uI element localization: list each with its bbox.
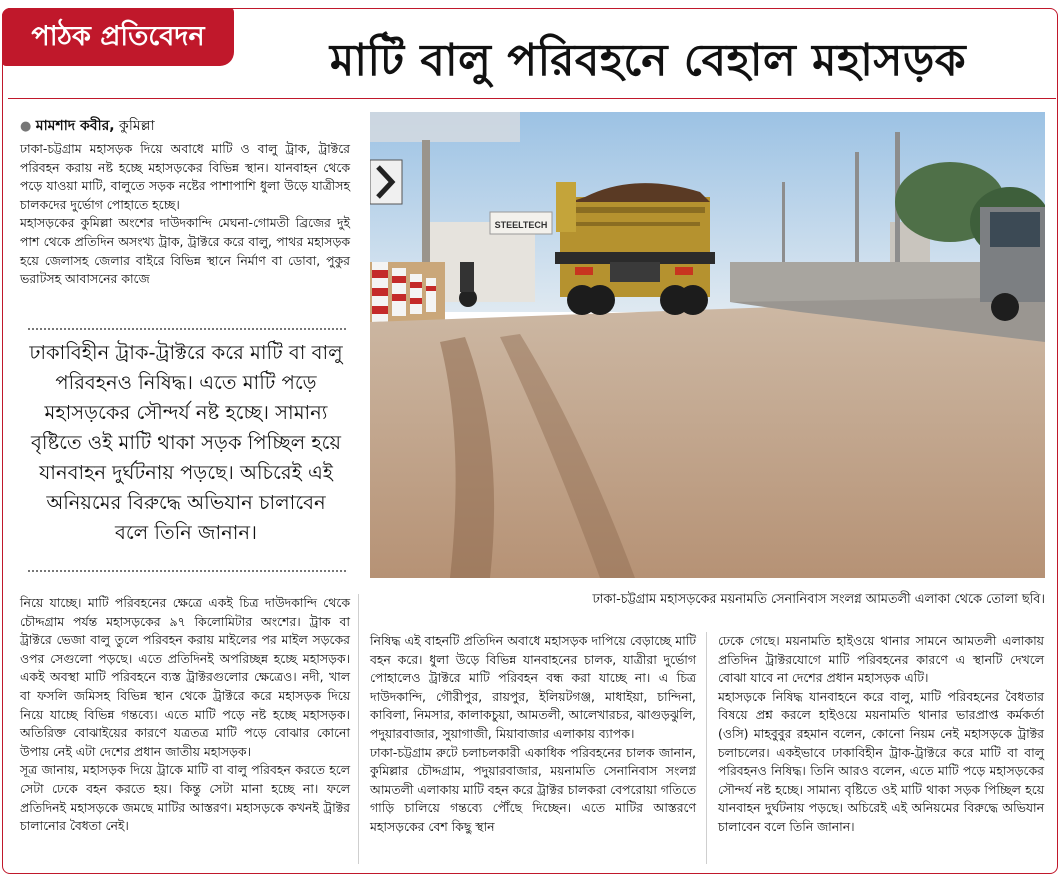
column-divider-2 [706, 632, 707, 864]
col3-paragraph-2: মহাসড়কে নিষিদ্ধ যানবাহনে করে বালু, মাটি পরিবহনের বৈধতার বিষয়ে প্রশ্ন করলে হাইওয়ে ময়নামতি থানার ভারপ্রাপ্ত কর্মকর্তা (ওসি) মাহবুবুর রহমান বলেন, কোনো নিয়ম নেই মহাসড়কে ট্রাক্টর চলাচলের। একইভাবে ঢাকাবিহীন ট্রাক-ট্রাক্টরে করে মাটি বা বালু পরিবহনও নিষিদ্ধ। তিনি আরও বলেন, এতে মাটি পড়ে মহাসড়কের সৌন্দর্য নষ্ট হচ্ছে। সামান্য বৃষ্টিতে ওই মাটি থাকা সড়ক পিচ্ছিল হয়ে যানবাহন দুর্ঘটনায় পড়ছে। অচিরেই এই অনিয়মের বিরুদ্ধে অভিযান চালাবেন বলে তিনি জানান। [718, 688, 1044, 834]
intro-paragraph-1: ঢাকা-চট্টগ্রাম মহাসড়ক দিয়ে অবাধে মাটি ও বালু ট্রাক, ট্রাক্টরে পরিবহন করায় নষ্ট হচ্ছে মহাসড়কের বিভিন্ন স্থান। যানবাহন থেকে পড়ে যাওয়া মাটি, বালুতে সড়ক নষ্টের পাশাপাশি ধুলা উড়ে যাত্রীসহ চালকদের দুর্ভোগ পোহাতে হচ্ছে। [20, 141, 350, 212]
col1-paragraph-2: সূত্র জানায়, মহাসড়ক দিয়ে ট্রাকে মাটি বা বালু পরিবহন করতে হলে সেটা ঢেকে বহন করতে হয়। কিন্তু সেটা মানা হচ্ছে না। ফলে প্রতিদিনই মহাসড়কে জমছে মাটির আস্তরণ। মহাসড়কে কখনই ট্রাক্টর চালানোর বৈধতা নেই। [20, 762, 350, 834]
body-column-1 [20, 594, 350, 836]
body-column-3 [718, 632, 1044, 837]
col2-paragraph-1: নিষিদ্ধ এই বাহনটি প্রতিদিন অবাধে মহাসড়ক দাপিয়ে বেড়াচ্ছে মাটি বহন করে। ধুলা উড়ে বিভিন্ন যানবাহনের চালক, যাত্রীরা দুর্ভোগ পোহালেও ট্রাক্টরে মাটি পরিবহন বন্ধ করা যাচ্ছে না। এ চিত্র দাউদকান্দি, গৌরীপুর, রায়পুর, ইলিয়টগঞ্জ, মাধাইয়া, চান্দিনা, কাবিলা, নিমসার, কালাকচুয়া, আমতলী, আলেখারচর, ঝাগুড়ঝুলি, পদুয়ারবাজার, সুয়াগাজী, মিয়াবাজার এলাকায় ব্যাপক। [370, 633, 696, 741]
news-photo [370, 112, 1045, 578]
col3-paragraph-1: ঢেকে গেছে। ময়নামতি হাইওয়ে থানার সামনে আমতলী এলাকায় প্রতিদিন ট্রাক্টরযোগে মাটি পরিবহনের কারণে এ স্থানটি দেখলে বোঝা যাবে না দেশের প্রধান মহাসড়ক এটি। [718, 633, 1044, 686]
header-divider [8, 98, 1056, 99]
byline [20, 114, 155, 138]
column-divider-1 [358, 594, 359, 864]
intro-paragraph-2: মহাসড়কের কুমিল্লা অংশের দাউদকান্দি মেঘনা-গোমতী ব্রিজের দুই পাশ থেকে প্রতিদিন অসংখ্য ট্রাক, ট্রাক্টরে করে বালু, পাথর মহাসড়ক হয়ে জেলাসহ জেলার বাইরে বিভিন্ন স্থানে নির্মাণ বা ডোবা, পুকুর ভরাটসহ আবাসনের কাজে [20, 215, 350, 287]
section-tag: পাঠক প্রতিবেদন [2, 8, 234, 66]
body-column-2 [370, 632, 696, 837]
quote-bottom-rule [28, 570, 346, 572]
photo-caption: ঢাকা-চট্টগ্রাম মহাসড়কের ময়নামতি সেনানিবাস সংলগ্ন আমতলী এলাকা থেকে তোলা ছবি। [592, 592, 1045, 607]
col2-paragraph-2: ঢাকা-চট্টগ্রাম রুটে চলাচলকারী একাধিক পরিবহনের চালক জানান, কুমিল্লার চৌদ্দগ্রাম, পদুয়ারবাজার, ময়নামতি সেনানিবাস সংলগ্ন আমতলী এলাকায় মাটি বহন করে ট্রাক্টর চালকরা বেপরোয়া গতিতে গাড়ি চালিয়ে গন্তব্যে পৌঁছে দিচ্ছেন। এতে মাটির আস্তরণে মহাসড়কের বেশ কিছু স্থান [370, 744, 696, 834]
intro-column [20, 140, 350, 289]
col1-paragraph-1: নিয়ে যাচ্ছে। মাটি পরিবহনের ক্ষেত্রে একই চিত্র দাউদকান্দি থেকে চৌদ্দগ্রাম পর্যন্ত মহাসড়কের ৯৭ কিলোমিটার অংশের। ট্রাক বা ট্রাক্টরে ভেজা বালু তুলে পরিবহন করায় মাইলের পর মাইল সড়কের ওপর সেগুলো পড়ছে। এতে প্রতিদিনই অপরিচ্ছন্ন হচ্ছে মহাসড়ক। একই অবস্থা মাটি পরিবহনে ব্যস্ত ট্রাক্টরগুলোর ক্ষেত্রেও। নদী, খাল বা ফসলি জমিসহ বিভিন্ন স্থান থেকে ট্রাক্টরে করে মহাসড়ক দিয়ে নিয়ে যাচ্ছে বিভিন্ন গন্তব্যে। এতে মাটি পড়ে নষ্ট হচ্ছে মহাসড়ক। অতিরিক্ত বোঝাইয়ের কারণে যত্রতত্র মাটি পড়ে বোঝার কোনো উপায় নেই এটা দেশের প্রধান জাতীয় মহাসড়ক। [20, 595, 350, 759]
headline: মাটি বালু পরিবহনে বেহাল মহাসড়ক [329, 35, 967, 86]
road-truck-photo [370, 112, 1045, 578]
pull-quote: ঢাকাবিহীন ট্রাক-ট্রাক্টরে করে মাটি বা বালু পরিবহনও নিষিদ্ধ। এতে মাটি পড়ে মহাসড়কের সৌন্দর্য নষ্ট হচ্ছে। সামান্য বৃষ্টিতে ওই মাটি থাকা সড়ক পিচ্ছিল হয়ে যানবাহন দুর্ঘটনায় পড়ছে। অচিরেই এই অনিয়মের বিরুদ্ধে অভিযান চালাবেন বলে তিনি জানান। [29, 341, 343, 544]
author-name: মামশাদ কবীর, [35, 118, 115, 134]
billboard-text: STEELTECH [494, 220, 548, 230]
quote-top-rule [28, 328, 346, 330]
bullet-icon: ● [20, 119, 32, 134]
author-place: কুমিল্লা [119, 118, 155, 134]
